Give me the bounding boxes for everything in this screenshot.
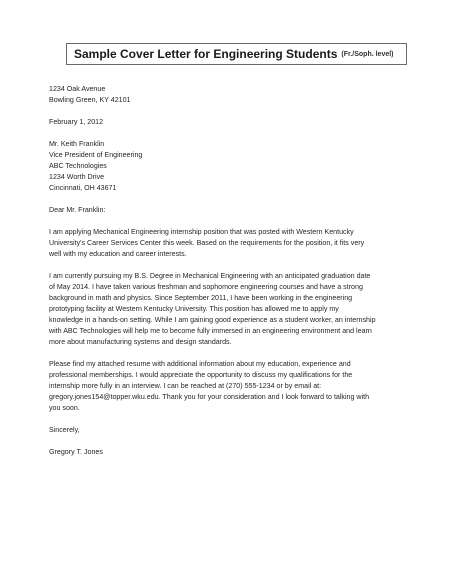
sender-address xyxy=(49,84,421,106)
letter-body xyxy=(49,84,421,469)
title-box xyxy=(66,43,407,65)
paragraph-line: prototyping facility at Western Kentucky University. This position has allowed me to apply my xyxy=(49,305,339,313)
closing-block xyxy=(49,425,421,436)
paragraph-line: internship more fully in an interview. I can be reached at (270) 555-1234 or by email at: xyxy=(49,382,322,390)
closing: Sincerely, xyxy=(49,426,80,434)
sender-street: 1234 Oak Avenue xyxy=(49,85,106,93)
sender-city: Bowling Green, KY 42101 xyxy=(49,96,131,104)
paragraph-line: background in math and physics. Since September 2011, I have been working in the engineering xyxy=(49,294,353,302)
recipient-title: Vice President of Engineering xyxy=(49,151,143,159)
paragraph-line: knowledge in a hands-on setting. While I am gaining good experience as a student worker, an internship xyxy=(49,316,376,324)
letter-date-block xyxy=(49,117,421,128)
salutation-block xyxy=(49,205,421,216)
paragraph-line: of May 2014. I have taken various freshman and sophomore engineering courses and have a strong xyxy=(49,283,363,291)
recipient-company: ABC Technologies xyxy=(49,162,107,170)
recipient-street: 1234 Worth Drive xyxy=(49,173,105,181)
signature-block xyxy=(49,447,421,458)
paragraph-line: I am applying Mechanical Engineering internship position that was posted with Western Kentucky xyxy=(49,228,354,236)
paragraph-intro xyxy=(49,227,421,260)
letter-date: February 1, 2012 xyxy=(49,118,104,126)
paragraph-closing xyxy=(49,359,421,414)
paragraph-line: more about manufacturing systems and design standards. xyxy=(49,338,232,346)
paragraph-line: Please find my attached resume with additional information about my education, experience and xyxy=(49,360,351,368)
signature-name: Gregory T. Jones xyxy=(49,448,103,456)
document-title: Sample Cover Letter for Engineering Students xyxy=(74,47,338,61)
paragraph-line: you soon. xyxy=(49,404,80,412)
salutation: Dear Mr. Franklin: xyxy=(49,206,106,214)
paragraph-line: I am currently pursuing my B.S. Degree in Mechanical Engineering with an anticipated graduation date xyxy=(49,272,371,280)
paragraph-line: with ABC Technologies will help me to become fully immersed in an engineering environment and learn xyxy=(49,327,372,335)
recipient-city: Cincinnati, OH 43671 xyxy=(49,184,117,192)
document-subtitle: (Fr./Soph. level) xyxy=(341,50,394,58)
paragraph-line: well with my education and career interests. xyxy=(49,250,187,258)
paragraph-line: professional memberships. I would appreciate the opportunity to discuss my qualifications for the xyxy=(49,371,353,379)
recipient-address xyxy=(49,139,421,194)
paragraph-background xyxy=(49,271,421,348)
paragraph-line: University's Career Services Center this week. Based on the requirements for the position, it fits very xyxy=(49,239,365,247)
recipient-name: Mr. Keith Franklin xyxy=(49,140,105,148)
paragraph-line: gregory.jones154@topper.wku.edu. Thank you for your consideration and I look forward to talking with xyxy=(49,393,370,401)
